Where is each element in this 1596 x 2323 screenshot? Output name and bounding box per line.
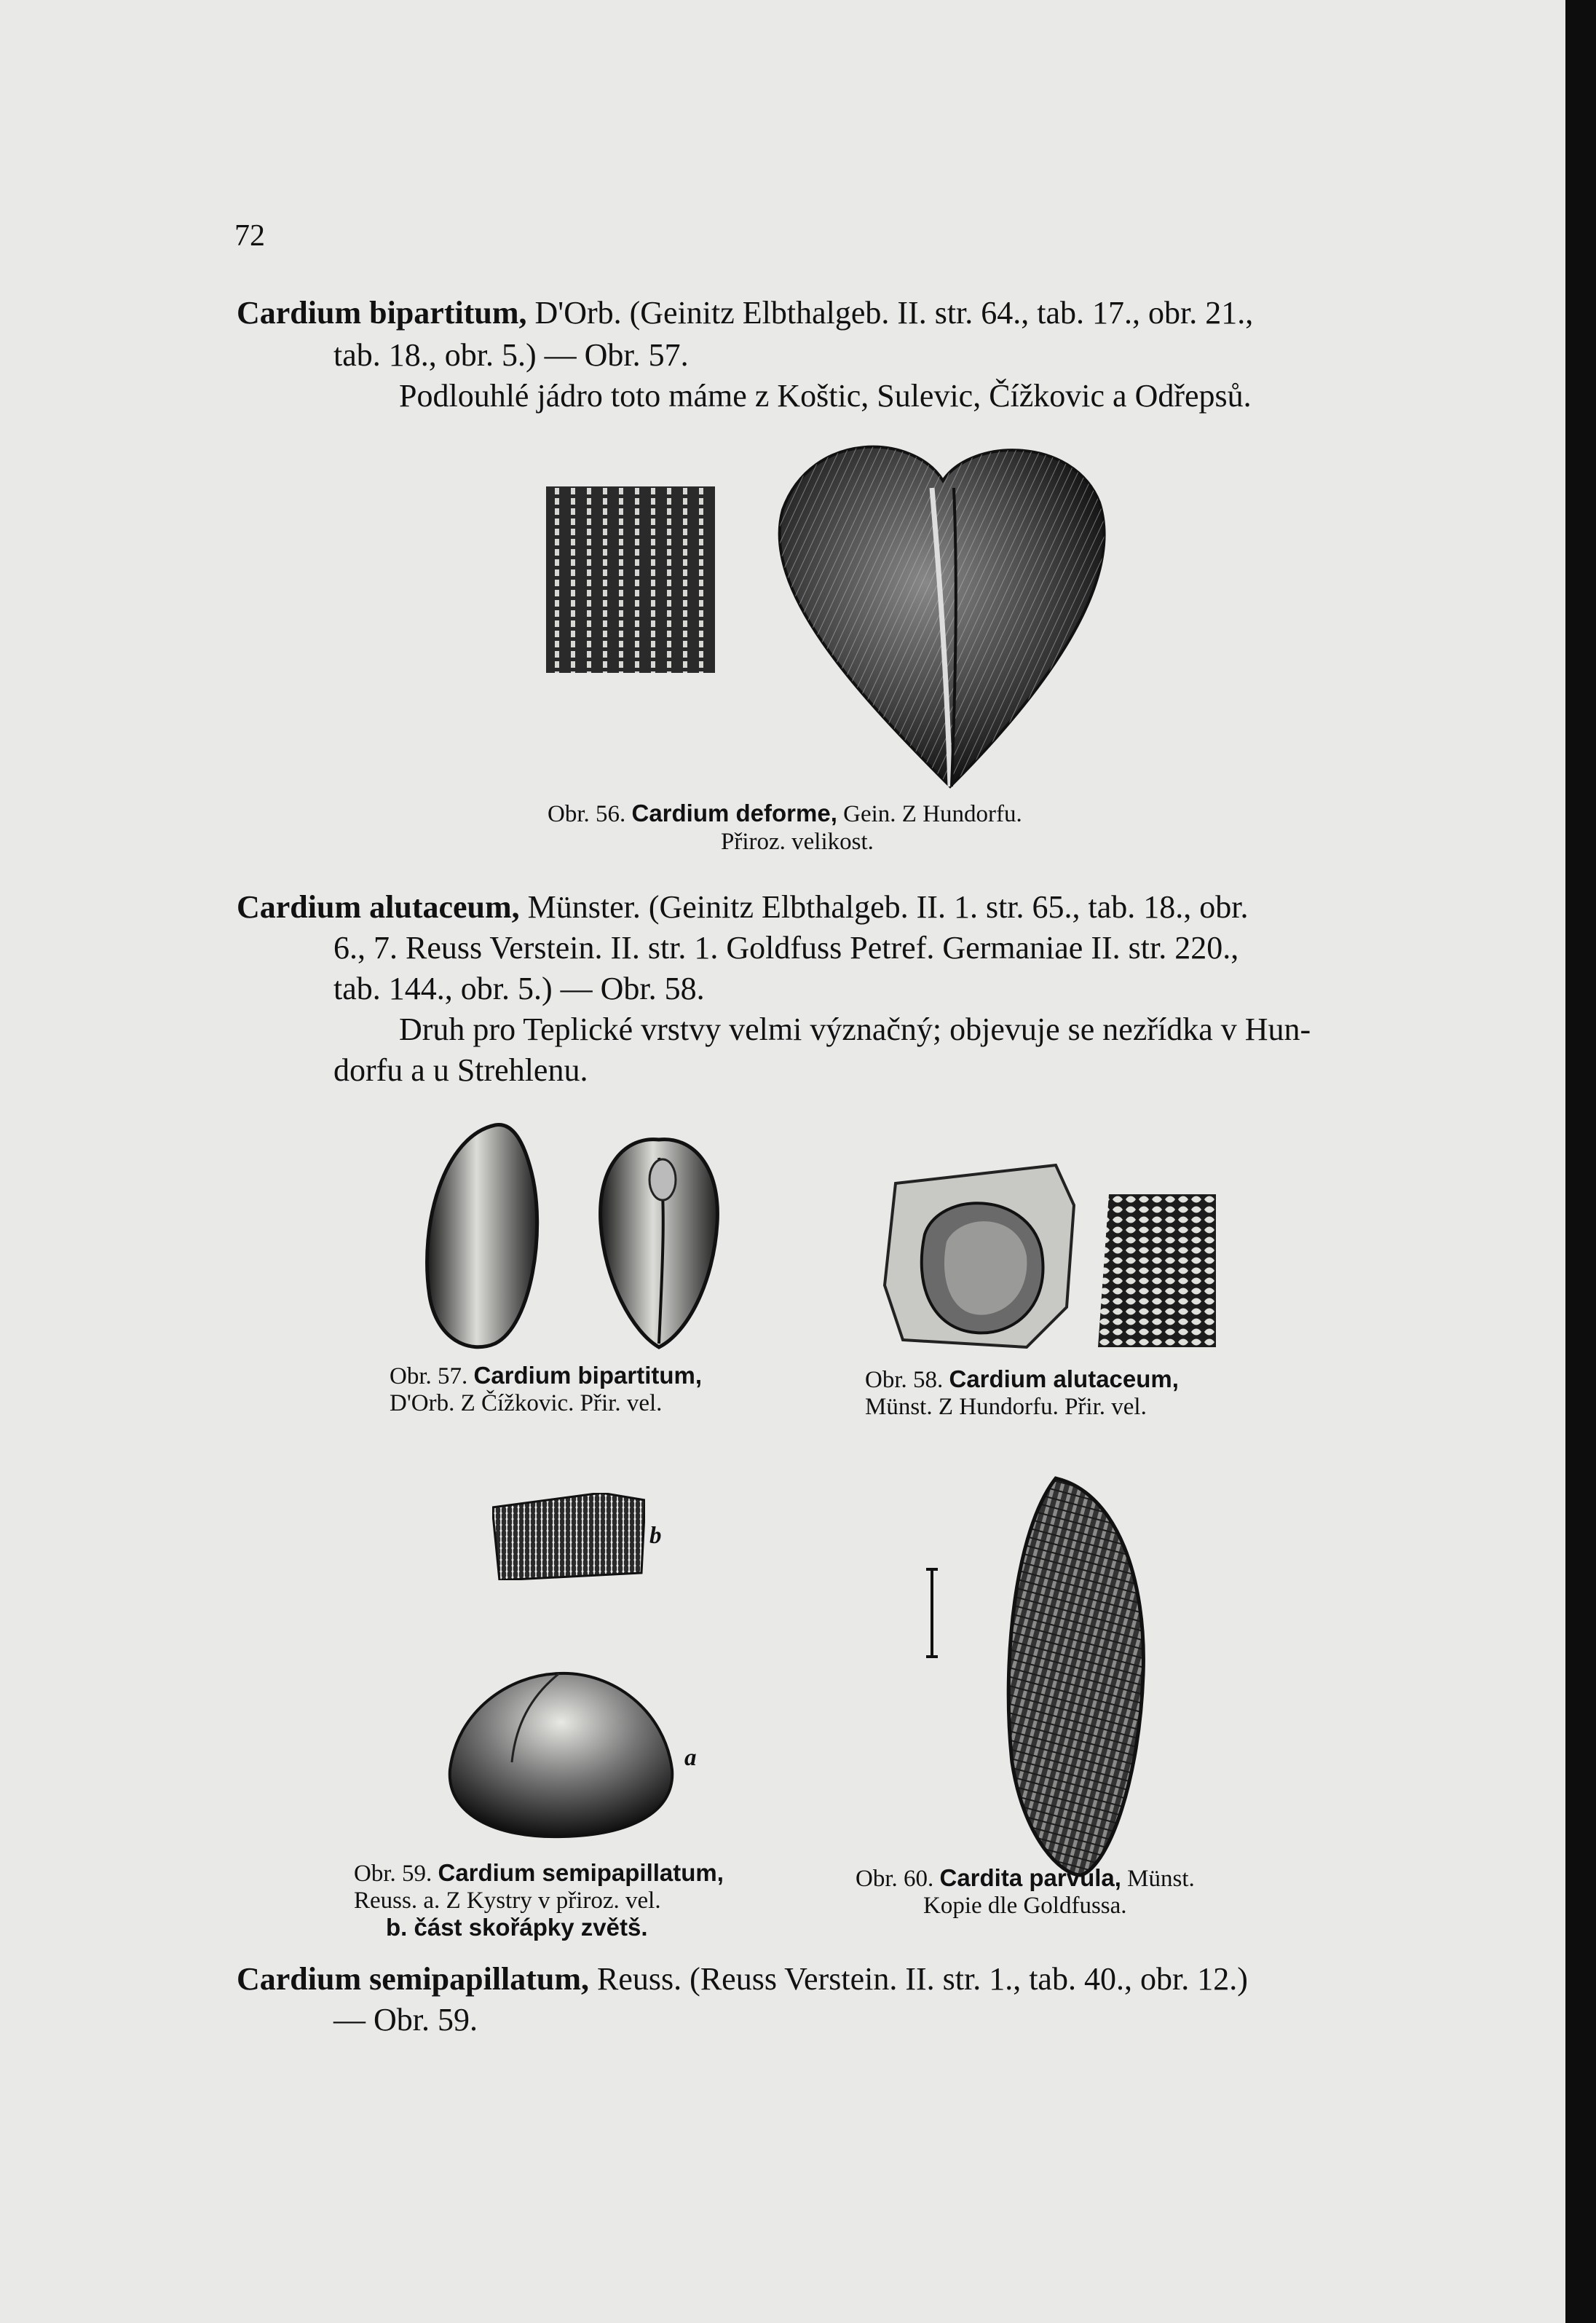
entry-3-species-name: Cardium semipapillatum, (237, 1961, 590, 1997)
entry-3-line-1 (237, 1960, 1248, 1998)
fig-58-fragment-illustration (1098, 1194, 1216, 1347)
fig-56-number: Obr. 56. (548, 801, 626, 827)
fig-59-species: Cardium semipapillatum, (438, 1859, 724, 1886)
entry-2-reference-3: tab. 144., obr. 5.) — Obr. 58. (333, 971, 705, 1006)
entry-2-reference-1: Münster. (Geinitz Elbthalgeb. II. 1. str. 65., tab. 18., obr. (527, 889, 1249, 925)
entry-2-reference-2: 6., 7. Reuss Verstein. II. str. 1. Goldfuss Petref. Germaniae II. str. 220., (333, 930, 1239, 966)
entry-2-species-name: Cardium alutaceum, (237, 889, 520, 925)
fig-59-caption-line-1 (354, 1859, 724, 1888)
entry-1-description: Podlouhlé jádro toto máme z Koštic, Sulevic, Čížkovic a Odřepsů. (399, 378, 1252, 414)
entry-1-reference-2: tab. 18., obr. 5.) — Obr. 57. (333, 337, 689, 373)
entry-2-description-1: Druh pro Teplické vrstvy velmi význačný; objevuje se nezřídka v Hun- (399, 1011, 1311, 1047)
page-number: 72 (234, 219, 265, 253)
fig-60-caption-line-2: Kopie dle Goldfussa. (923, 1893, 1127, 1919)
fig-60-number: Obr. 60. (856, 1866, 934, 1892)
fig-57-number: Obr. 57. (390, 1363, 468, 1389)
fig-59-a-shell-illustration (443, 1668, 679, 1842)
entry-2-line-1 (237, 888, 1249, 926)
fig-60-species: Cardita parvula, (939, 1864, 1121, 1891)
page-right-edge-shadow (1565, 0, 1596, 2323)
fig-60-author: Münst. (1127, 1866, 1195, 1892)
fig-56-heart-shell-illustration (768, 430, 1118, 794)
fig-59-label-a: a (684, 1745, 697, 1771)
fig-56-shell-fragment-illustration (546, 486, 715, 673)
fig-59-caption-line-2: Reuss. a. Z Kystry v přiroz. vel. (354, 1888, 661, 1914)
entry-1-reference-1: D'Orb. (Geinitz Elbthalgeb. II. str. 64., tab. 17., obr. 21., (534, 295, 1254, 331)
fig-56-species: Cardium deforme, (631, 800, 837, 827)
entry-2-description-2: dorfu a u Strehlenu. (333, 1052, 588, 1088)
entry-3-reference-1: Reuss. (Reuss Verstein. II. str. 1., tab. 40., obr. 12.) (597, 1961, 1248, 1997)
fig-59-caption-line-3: b. část skořápky zvětš. (386, 1914, 648, 1941)
fig-59-number: Obr. 59. (354, 1861, 432, 1887)
fig-56-caption-line-2: Přiroz. velikost. (721, 829, 874, 855)
fig-57-species: Cardium bipartitum, (473, 1362, 703, 1389)
fig-57-shell-illustration (415, 1121, 743, 1354)
entry-3-reference-2: — Obr. 59. (333, 2002, 478, 2038)
fig-58-shell-in-rock-illustration (881, 1162, 1078, 1351)
fig-59-label-b: b (649, 1523, 662, 1549)
fig-58-species: Cardium alutaceum, (949, 1365, 1179, 1392)
fig-56-origin: Gein. Z Hundorfu. (843, 801, 1022, 827)
fig-56-caption-line-1 (548, 800, 1022, 828)
fig-58-caption-line-1 (865, 1365, 1179, 1394)
fig-58-number: Obr. 58. (865, 1367, 944, 1393)
fig-60-scale-bar (919, 1566, 941, 1660)
entry-1-line-1 (237, 294, 1253, 332)
fig-57-caption-line-1 (390, 1362, 702, 1390)
entry-1-species-name: Cardium bipartitum, (237, 295, 527, 331)
fig-58-caption-line-2: Münst. Z Hundorfu. Přir. vel. (865, 1394, 1147, 1420)
fig-60-shell-illustration (1001, 1471, 1147, 1879)
fig-57-caption-line-2: D'Orb. Z Čížkovic. Přir. vel. (390, 1390, 663, 1416)
fig-59-b-fragment-illustration (492, 1493, 645, 1580)
fig-60-caption-line-1 (856, 1864, 1195, 1893)
